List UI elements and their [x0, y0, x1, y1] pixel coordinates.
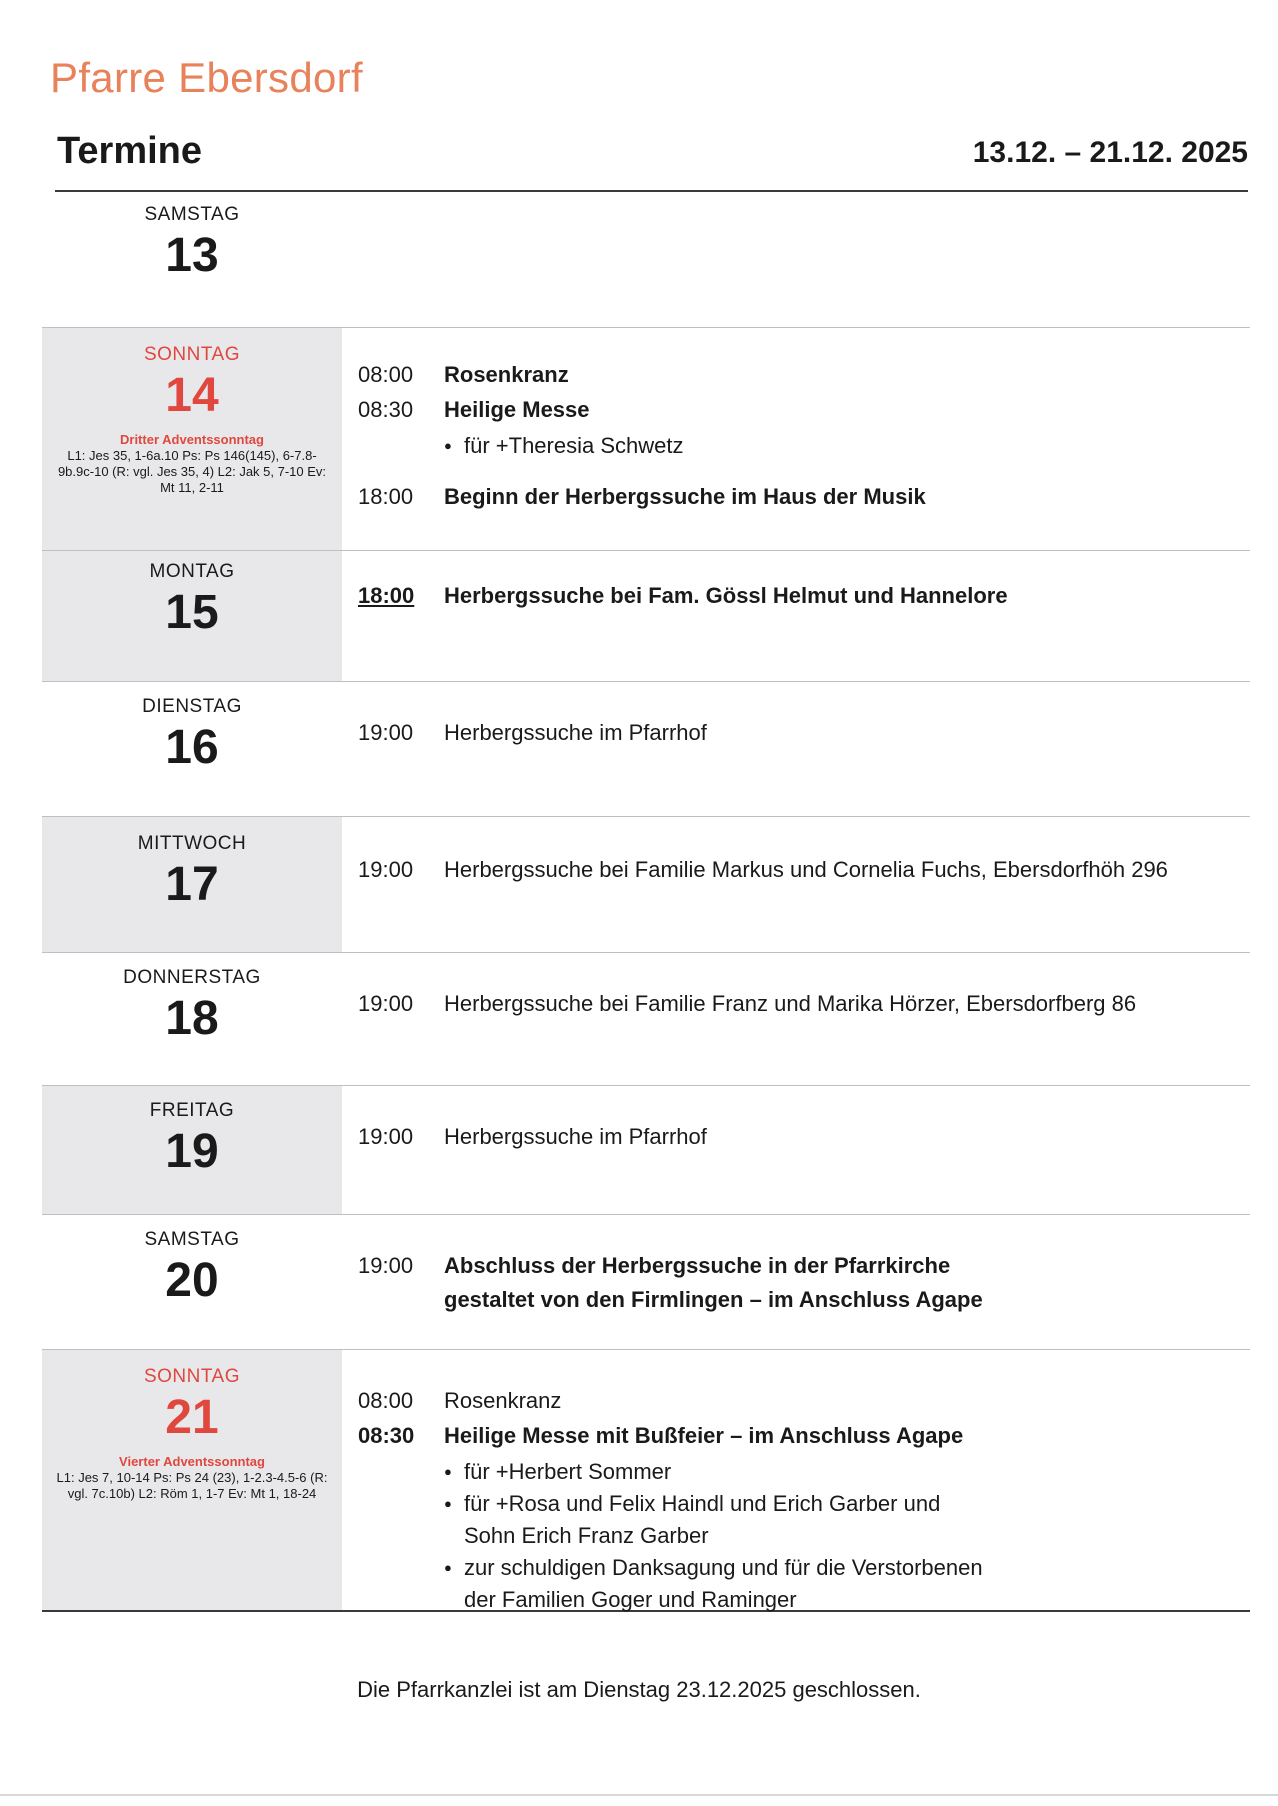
intention-item — [444, 1488, 1250, 1552]
day-cell — [42, 192, 342, 327]
intention-item: ● für +Theresia Schwetz — [444, 430, 1250, 462]
event-title: Herbergssuche bei Fam. Gössl Helmut und Hannelore — [444, 583, 1008, 608]
day-row-16 — [42, 682, 1250, 817]
day-row-15 — [42, 551, 1250, 682]
day-row-21 — [42, 1350, 1250, 1612]
event-title: Rosenkranz — [444, 362, 569, 387]
event-time: 08:00 — [358, 1388, 414, 1413]
event-time: 19:00 — [358, 857, 414, 882]
weekday-label: SAMSTAG — [144, 1229, 240, 1250]
event-time: 18:00 — [358, 583, 415, 608]
event-item — [358, 991, 1250, 1017]
weekday-label: DONNERSTAG — [123, 967, 261, 988]
day-number: 19 — [165, 1125, 219, 1178]
day-cell — [42, 1086, 342, 1214]
day-cell — [42, 953, 342, 1085]
event-title: Herbergssuche im Pfarrhof — [444, 720, 707, 745]
event-title: Heilige Messe mit Bußfeier – im Anschluss Agape — [444, 1423, 964, 1448]
page-edge — [0, 1794, 1278, 1796]
weekday-label: FREITAG — [149, 1100, 235, 1121]
event-subtitle: gestaltet von den Firmlingen – im Anschluss Agape — [444, 1287, 983, 1312]
event-item — [358, 1124, 1250, 1150]
day-number: 18 — [165, 992, 219, 1045]
weekday-label: DIENSTAG — [142, 696, 242, 717]
weekday-label: SONNTAG — [143, 344, 241, 365]
event-item — [358, 720, 1250, 746]
event-item — [358, 484, 1250, 510]
readings-text: L1: Jes 7, 10-14 Ps: Ps 24 (23), 1-2.3-4.5-6 (R: vgl. 7c.10b) L2: Röm 1, 1-7 Ev: Mt 1, 18-24 — [56, 1470, 328, 1501]
day-cell — [42, 817, 342, 952]
day-cell — [42, 1215, 342, 1349]
events-cell — [342, 817, 1250, 952]
weekday-label: MONTAG — [149, 561, 235, 582]
parish-name: Pfarre Ebersdorf — [50, 54, 363, 101]
event-item — [358, 857, 1250, 883]
intention-list — [444, 1456, 1250, 1616]
event-item — [358, 1388, 1250, 1414]
event-title: Heilige Messe — [444, 397, 590, 422]
event-title: Beginn der Herbergssuche im Haus der Musik — [444, 484, 926, 509]
event-time: 08:30 — [358, 397, 414, 422]
day-row-18 — [42, 953, 1250, 1086]
event-item — [358, 583, 1250, 609]
intention-list — [444, 430, 1250, 462]
day-row-13 — [42, 192, 1250, 328]
event-title: Rosenkranz — [444, 1388, 562, 1413]
intention-text: zur schuldigen Danksagung und für die Verstorbenen — [464, 1555, 983, 1580]
events-cell — [342, 1350, 1250, 1610]
event-title: Herbergssuche bei Familie Franz und Marika Hörzer, Ebersdorfberg 86 — [444, 991, 1137, 1016]
weekday-label: SAMSTAG — [144, 204, 240, 225]
day-row-14 — [42, 328, 1250, 551]
intention-text-continued: Sohn Erich Franz Garber — [464, 1523, 709, 1548]
event-title: Herbergssuche bei Familie Markus und Cornelia Fuchs, Ebersdorfhöh 296 — [444, 857, 1168, 882]
feast-name: Vierter Adventssonntag — [119, 1454, 265, 1469]
day-cell — [42, 682, 342, 816]
events-cell — [342, 682, 1250, 816]
day-row-19 — [42, 1086, 1250, 1215]
event-time: 08:00 — [358, 362, 414, 387]
event-time: 19:00 — [358, 991, 414, 1016]
events-cell — [342, 551, 1250, 681]
schedule-list — [42, 192, 1250, 1612]
intention-item — [444, 1552, 1250, 1616]
office-closed-note: Die Pfarrkanzlei ist am Dienstag 23.12.2025 geschlossen. — [357, 1677, 921, 1702]
day-number: 21 — [165, 1391, 219, 1444]
day-number: 15 — [165, 586, 219, 639]
day-number: 13 — [165, 229, 219, 282]
event-time: 19:00 — [358, 1124, 414, 1149]
event-time: 08:30 — [358, 1423, 415, 1448]
day-number: 20 — [165, 1254, 219, 1307]
date-range: 13.12. – 21.12. 2025 — [972, 136, 1248, 169]
events-cell — [342, 953, 1250, 1085]
day-number: 16 — [165, 721, 219, 774]
events-cell — [342, 1215, 1250, 1349]
day-cell — [42, 551, 342, 681]
event-time: 19:00 — [358, 720, 414, 745]
intention-item — [444, 1456, 1250, 1488]
intention-text-continued: der Familien Goger und Raminger — [464, 1587, 797, 1612]
day-number: 14 — [165, 369, 219, 422]
events-cell — [342, 1086, 1250, 1214]
weekday-label: MITTWOCH — [137, 833, 247, 854]
intention-text: für +Herbert Sommer — [464, 1459, 672, 1484]
day-cell — [42, 1350, 342, 1610]
day-row-20 — [42, 1215, 1250, 1350]
event-time: 19:00 — [358, 1253, 414, 1278]
event-item — [358, 1423, 1250, 1449]
day-cell — [42, 328, 342, 550]
day-row-17 — [42, 817, 1250, 953]
event-title: Herbergssuche im Pfarrhof — [444, 1124, 707, 1149]
event-item — [358, 362, 1250, 388]
day-number: 17 — [165, 858, 219, 911]
events-cell — [342, 192, 1250, 327]
event-item — [358, 1253, 1250, 1313]
feast-name: Dritter Adventssonntag — [120, 432, 264, 447]
events-cell — [342, 328, 1250, 550]
event-time: 18:00 — [358, 484, 414, 509]
weekday-label: SONNTAG — [143, 1366, 241, 1387]
readings-text: L1: Jes 35, 1-6a.10 Ps: Ps 146(145), 6-7.8-9b.9c-10 (R: vgl. Jes 35, 4) L2: Jak 5, 7-10 Ev: Mt 11, 2-11 — [57, 448, 327, 495]
intention-text: für +Rosa und Felix Haindl und Erich Garber und — [464, 1491, 941, 1516]
page-title: Termine — [57, 130, 203, 172]
event-item — [358, 397, 1250, 423]
event-title: Abschluss der Herbergssuche in der Pfarrkirche — [444, 1253, 951, 1278]
event-title-block — [444, 1253, 1250, 1313]
